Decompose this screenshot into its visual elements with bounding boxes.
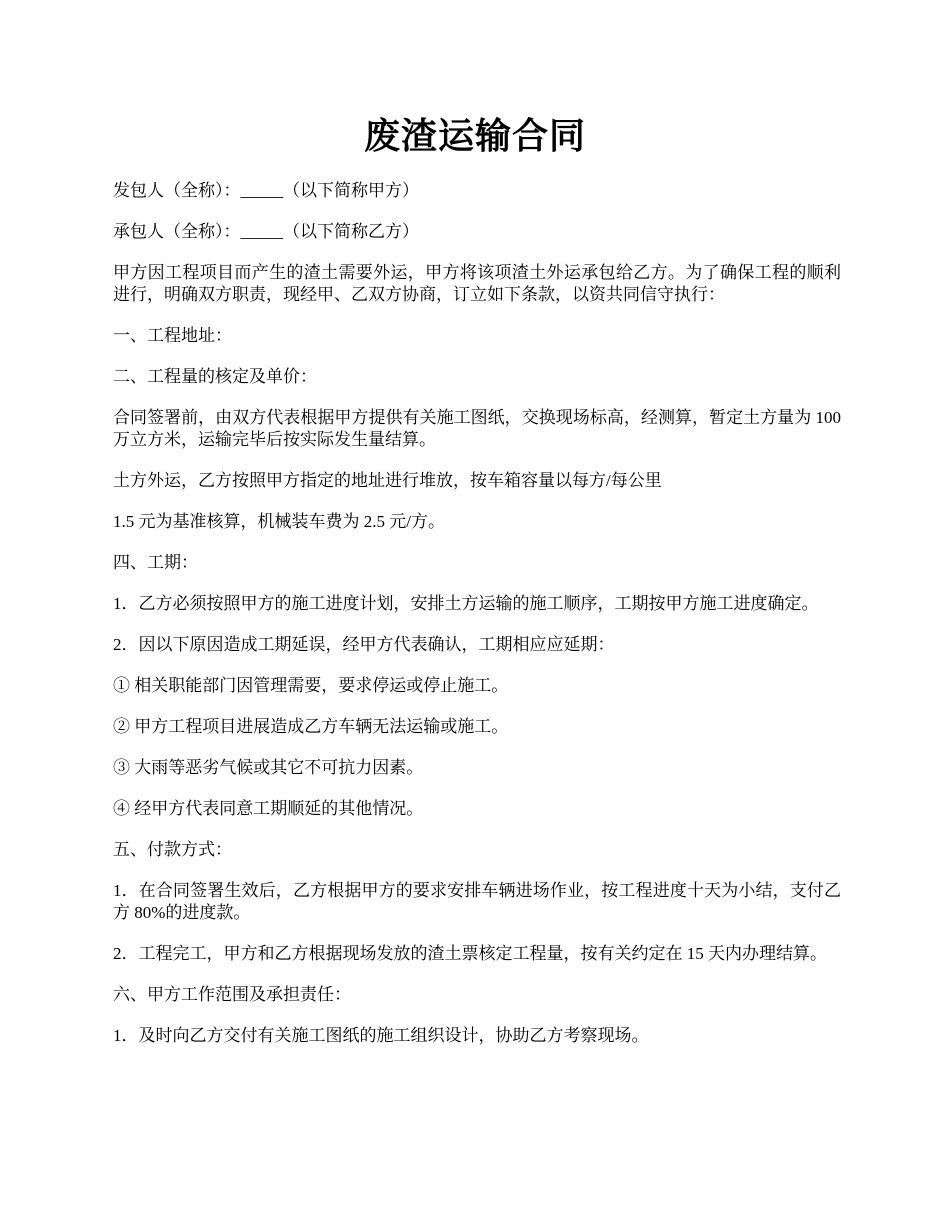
- section-heading-quantity: 二、工程量的核定及单价：: [113, 367, 317, 386]
- schedule-item-2: 2．因以下原因造成工期延误，经甲方代表确认，工期相应应延期：: [113, 635, 615, 654]
- price-paragraph: 1.5 元为基准核算，机械装车费为 2.5 元/方。: [113, 512, 445, 531]
- section-heading-schedule: 四、工期：: [113, 553, 198, 572]
- preamble-paragraph: 甲方因工程项目而产生的渣土需要外运，甲方将该项渣土外运承包给乙方。为了确保工程的顺利进行，明确双方职责，现经甲、乙双方协商，订立如下条款，以资共同信守执行：: [113, 263, 841, 304]
- delay-reason-3: ③ 大雨等恶劣气候或其它不可抗力因素。: [113, 758, 424, 777]
- payment-item-1: 1．在合同签署生效后，乙方根据甲方的要求安排车辆进场作业，按工程进度十天为小结，支付乙方 80%的进度款。: [113, 881, 841, 922]
- party-a-line: 发包人（全称）：_____（以下简称甲方）: [113, 181, 419, 200]
- section-heading-party-a-duties: 六、甲方工作范围及承担责任：: [113, 985, 351, 1004]
- quantity-paragraph: 合同签署前，由双方代表根据甲方提供有关施工图纸，交换现场标高，经测算，暂定土方量为 100 万立方米，运输完毕后按实际发生量结算。: [113, 408, 841, 449]
- section-heading-address: 一、工程地址：: [113, 326, 232, 345]
- document-body: [113, 180, 841, 1066]
- document-title: 废渣运输合同: [363, 116, 586, 156]
- party-b-line: 承包人（全称）：_____（以下简称乙方）: [113, 222, 419, 241]
- delay-reason-1: ① 相关职能部门因管理需要，要求停运或停止施工。: [113, 676, 509, 695]
- party-a-duty-1: 1．及时向乙方交付有关施工图纸的施工组织设计，协助乙方考察现场。: [113, 1026, 649, 1045]
- payment-item-2: 2．工程完工，甲方和乙方根据现场发放的渣土票核定工程量，按有关约定在 15 天内办理结算。: [113, 944, 827, 963]
- delay-reason-2: ② 甲方工程项目进展造成乙方车辆无法运输或施工。: [113, 717, 509, 736]
- schedule-item-1: 1．乙方必须按照甲方的施工进度计划，安排土方运输的施工顺序，工期按甲方施工进度确定。: [113, 594, 819, 613]
- delay-reason-4: ④ 经甲方代表同意工期顺延的其他情况。: [113, 799, 424, 818]
- section-heading-payment: 五、付款方式：: [113, 840, 232, 859]
- transport-paragraph: 土方外运，乙方按照甲方指定的地址进行堆放，按车箱容量以每方/每公里: [113, 471, 662, 490]
